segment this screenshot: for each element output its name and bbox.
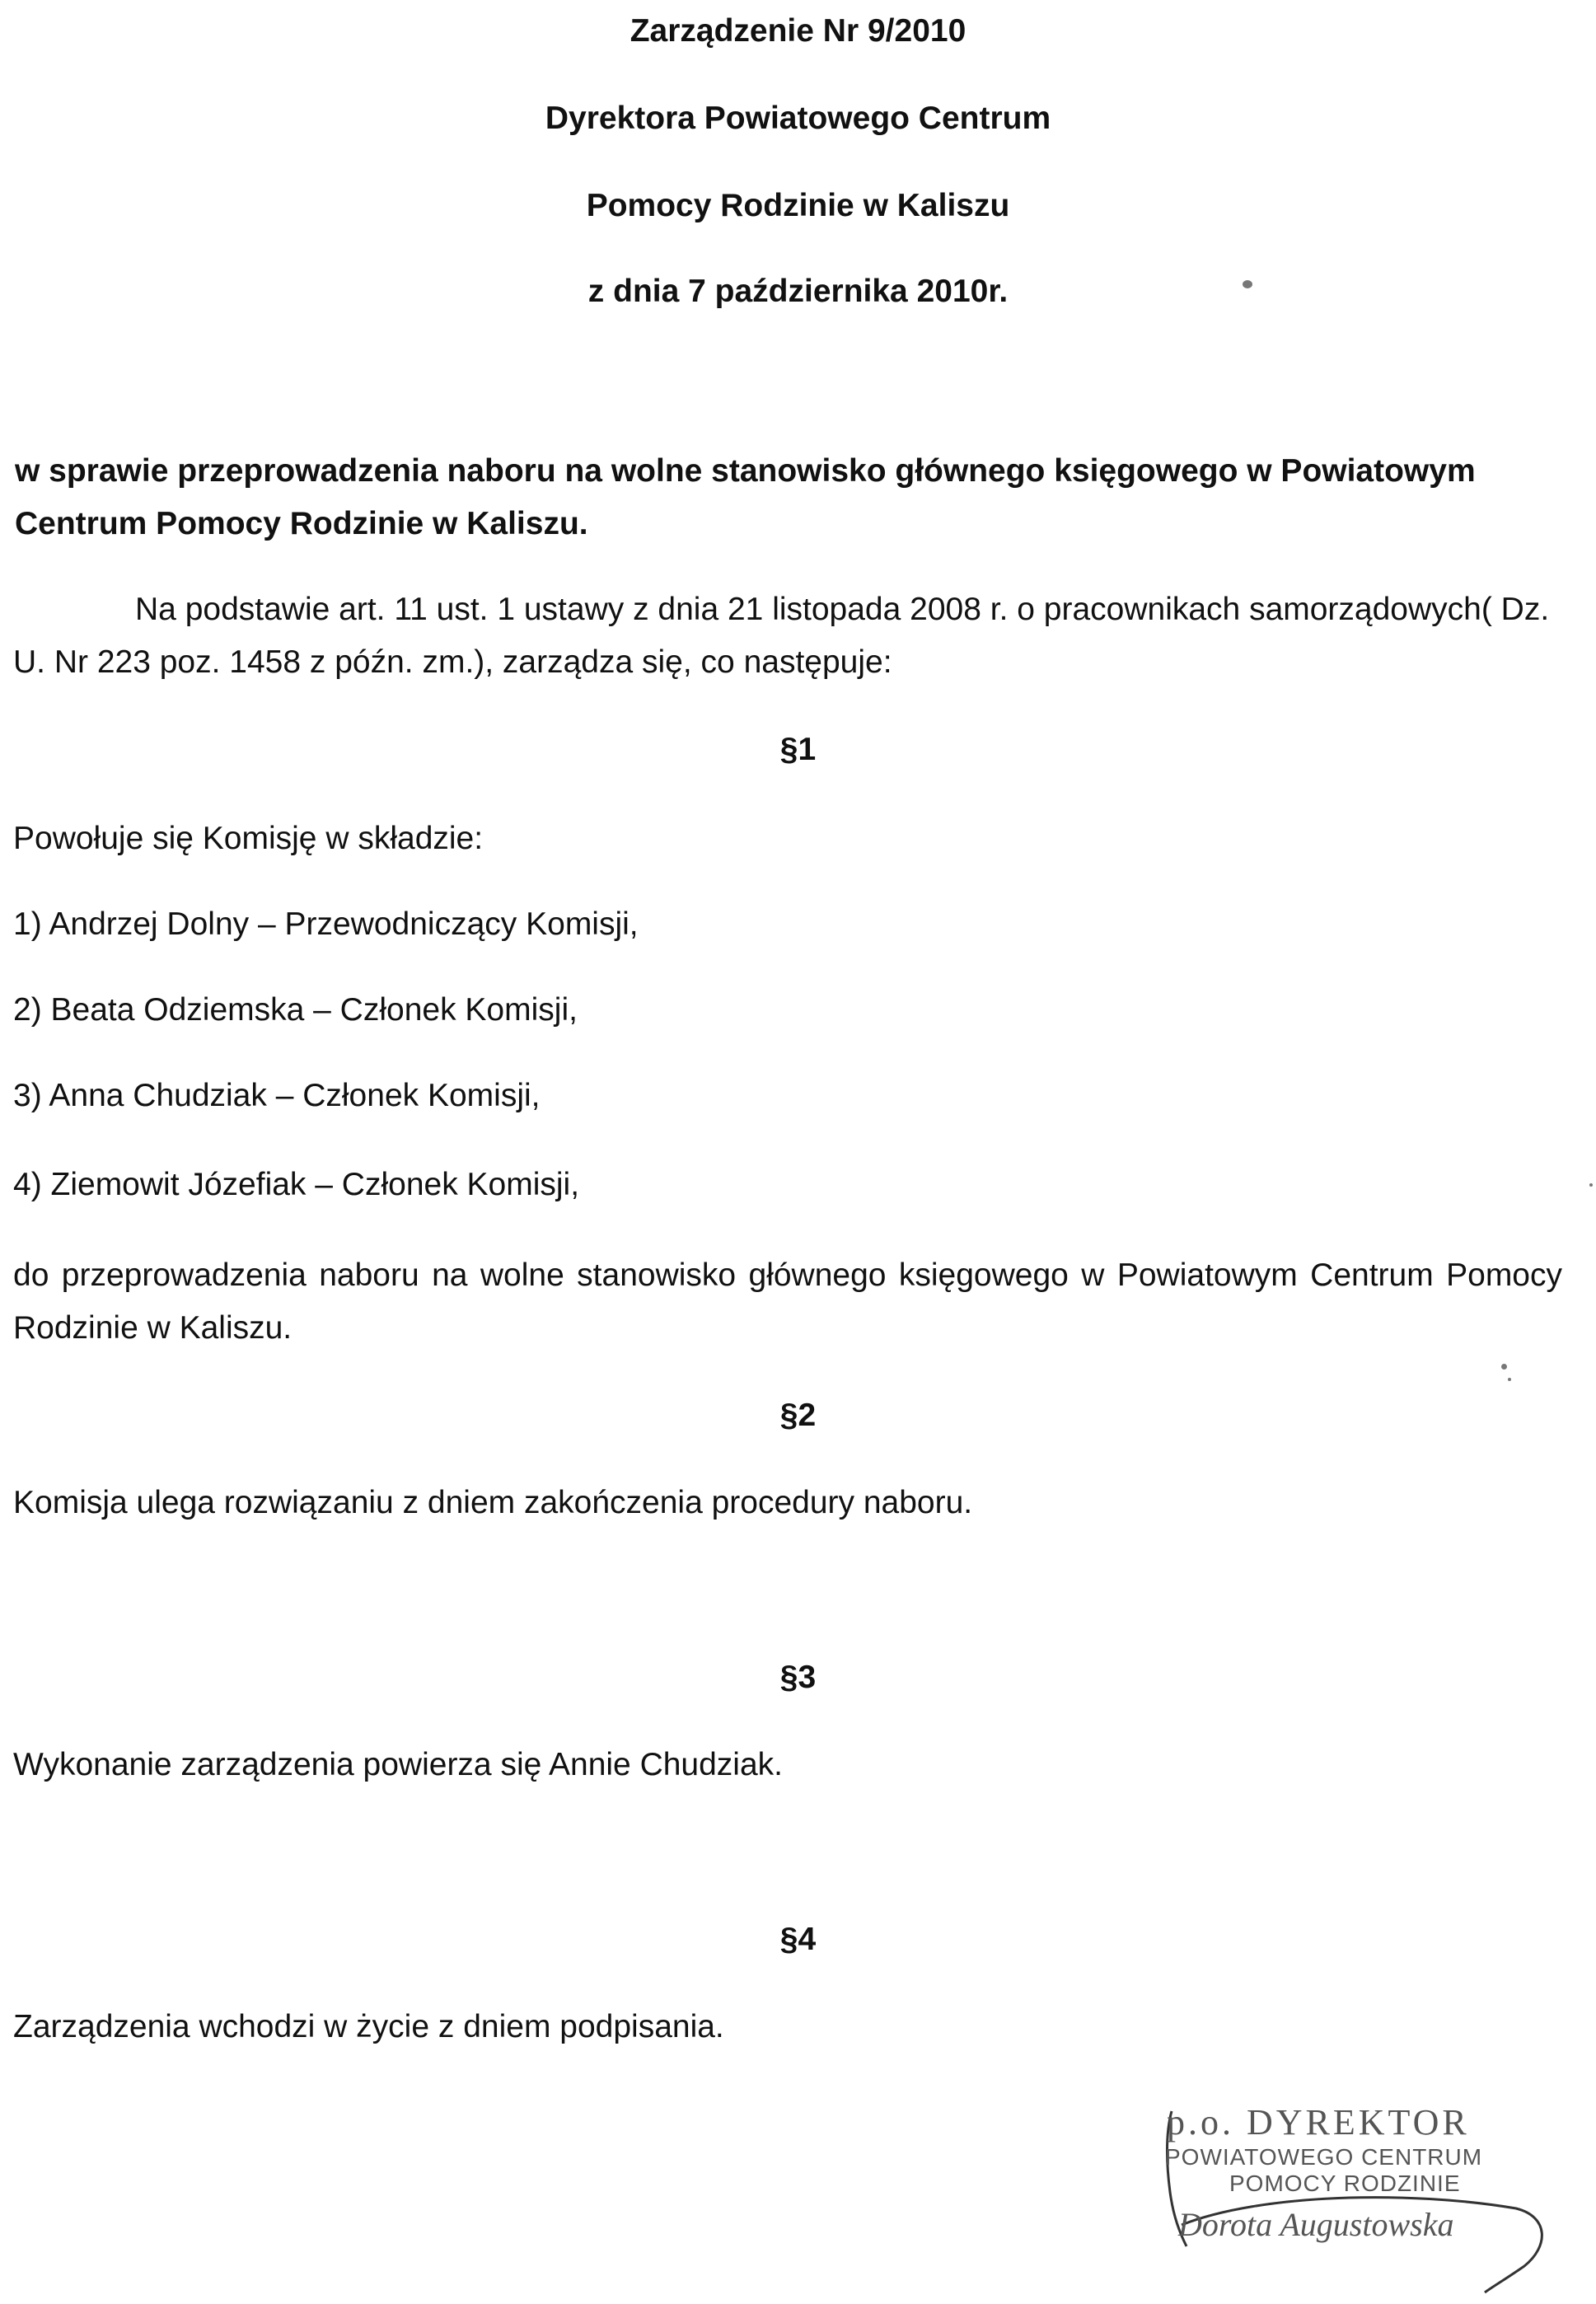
section-4-text: Zarządzenia wchodzi w życie z dniem podpisania. [13,2009,724,2044]
document-subject: w sprawie przeprowadzenia naboru na wolne stanowisko głównego księgowego w Powiatowym Centrum Pomocy Rodzinie w Kaliszu. [15,453,1476,541]
issuer-line-1: Dyrektora Powiatowego Centrum [545,101,1051,136]
member-list-item: 4) Ziemowit Józefiak – Członek Komisji, [13,1167,580,1202]
member-list-item: 2) Beata Odziemska – Członek Komisji, [13,992,578,1028]
preamble-paragraph: Na podstawie art. 11 ust. 1 ustawy z dnia 21 listopada 2008 r. o pracownikach samorządowych( Dz. U. Nr 223 poz. 1458 z późn. zm.), zarządza się, co następuje: [13,592,1550,680]
section-4-mark: §4 [779,1922,817,1957]
section-3-text: Wykonanie zarządzenia powierza się Annie Chudziak. [13,1747,784,1782]
section-1-mark: §1 [779,732,817,767]
document-title: Zarządzenie Nr 9/2010 [630,13,966,49]
member-list-item: 3) Anna Chudziak – Członek Komisji, [13,1078,541,1113]
member-list-item: 1) Andrzej Dolny – Przewodniczący Komisji, [13,906,639,942]
stamp-institution-line-1: POWIATOWEGO CENTRUM [1165,2144,1483,2170]
issuer-line-2: Pomocy Rodzinie w Kaliszu [586,188,1010,223]
section-2-mark: §2 [779,1398,817,1433]
section-1-intro: Powołuje się Komisję w składzie: [13,821,484,856]
scan-speck [1501,1364,1507,1370]
document-date: z dnia 7 października 2010r. [587,274,1009,309]
stamp-title: p.o. DYREKTOR [1167,2102,1470,2142]
section-3-mark: §3 [779,1660,817,1695]
scan-speck [1589,1183,1593,1187]
section-2-text: Komisja ulega rozwiązaniu z dniem zakończenia procedury naboru. [13,1485,973,1520]
scan-speck [1508,1378,1511,1381]
scan-speck [1243,280,1252,288]
stamp-name: Dorota Augustowska [1178,2206,1454,2243]
section-1-purpose: do przeprowadzenia naboru na wolne stanowisko głównego księgowego w Powiatowym Centrum Pomocy Rodzinie w Kaliszu. [13,1257,1562,1346]
director-stamp [1162,2101,1549,2291]
stamp-institution-line-2: POMOCY RODZINIE [1229,2171,1461,2196]
